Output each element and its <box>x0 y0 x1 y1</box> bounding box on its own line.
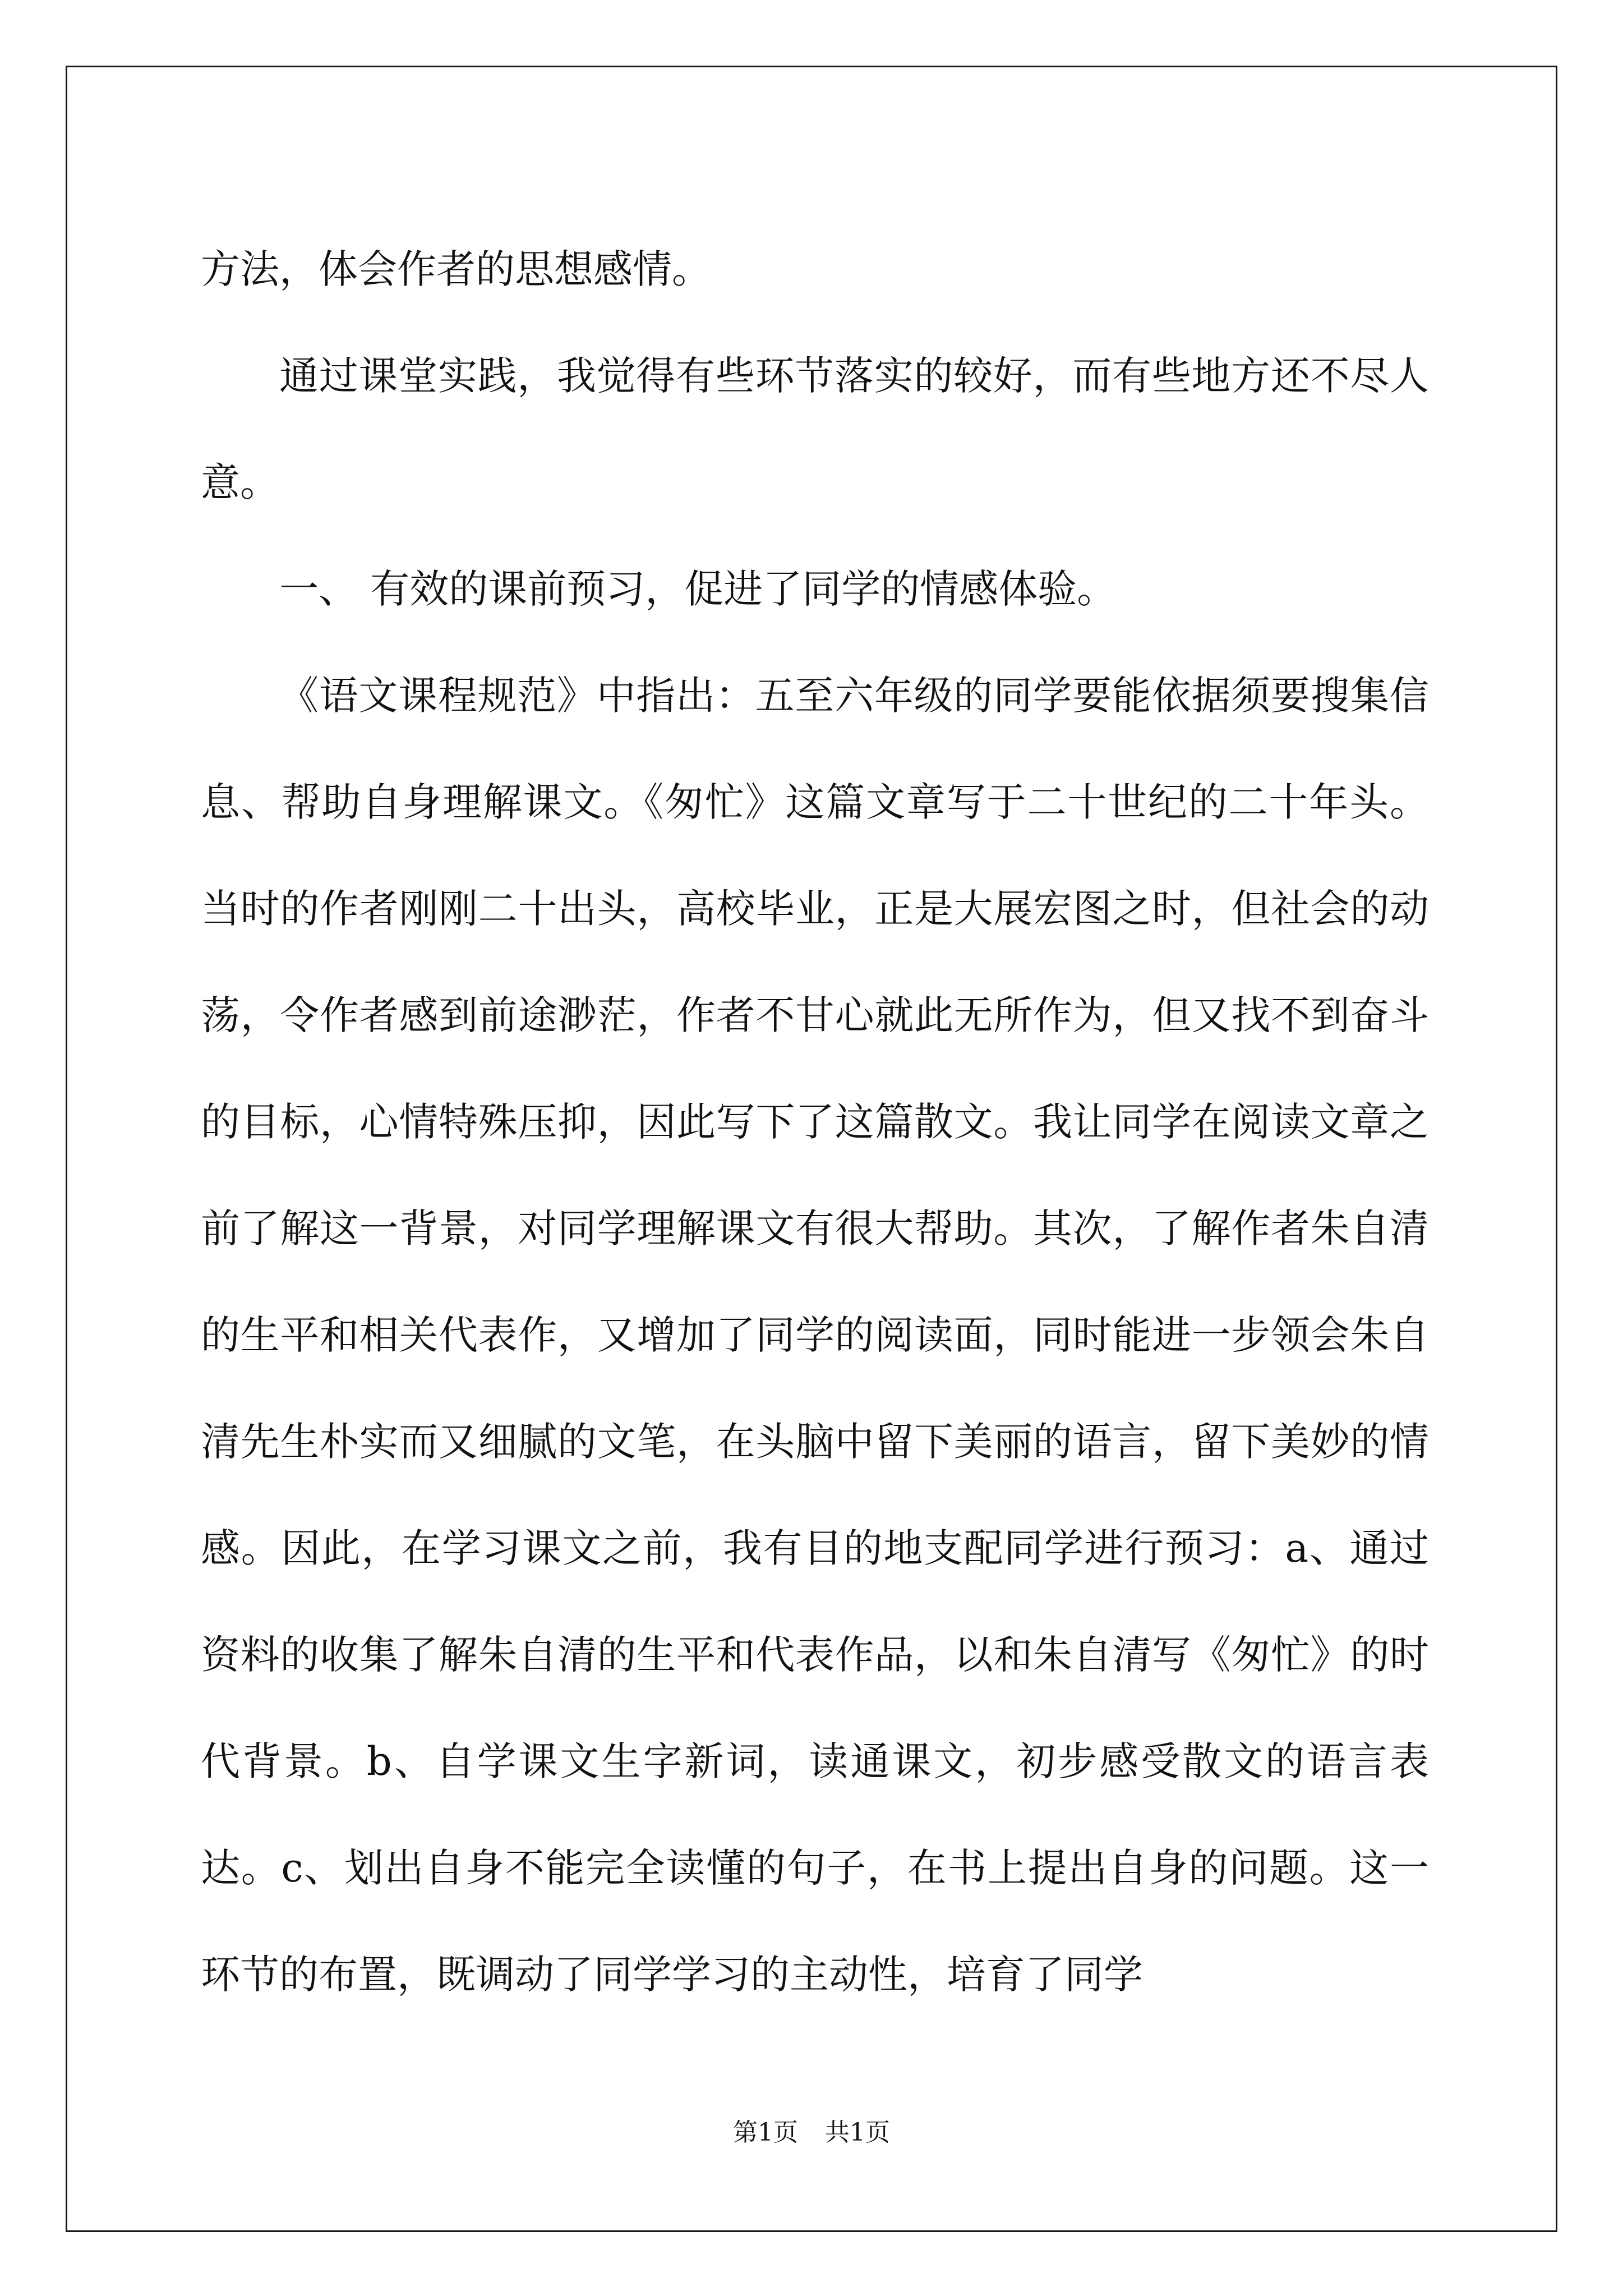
paragraph-1: 方法，体会作者的思想感情。 <box>201 246 711 292</box>
document-body <box>201 216 1429 2028</box>
page-total: 共1页 <box>825 2118 890 2147</box>
page-number: 第1页 <box>733 2118 798 2147</box>
paragraph-3: 《语文课程规范》中指出：五至六年级的同学要能依据须要搜集信息、帮助自身理解课文。《匆忙》这篇文章写于二十世纪的二十年头。当时的作者刚刚二十出头，高校毕业，正是大展宏图之时，但社会的动荡，令作者感到前途渺茫，作者不甘心就此无所作为，但又找不到奋斗的目标，心情特殊压抑，因此写下了这篇散文。我让同学在阅读文章之前了解这一背景，对同学理解课文有很大帮助。其次，了解作者朱自清的生平和相关代表作，又增加了同学的阅读面，同时能进一步领会朱自清先生朴实而又细腻的文笔，在头脑中留下美丽的语言，留下美妙的情感。因此，在学习课文之前，我有目的地支配同学进行预习：a、通过资料的收集了解朱自清的生平和代表作品，以和朱自清写《匆忙》的时代背景。b、自学课文生字新词，读通课文，初步感受散文的语言表达。c、划出自身不能完全读懂的句子，在书上提出自身的问题。这一环节的布置，既调动了同学学习的主动性，培育了同学 <box>201 673 1429 1998</box>
page-footer <box>0 2116 1623 2150</box>
section-heading-1: 一、 有效的课前预习，促进了同学的情感体验。 <box>279 566 1117 612</box>
paragraph-2: 通过课堂实践，我觉得有些环节落实的较好，而有些地方还不尽人意。 <box>201 353 1429 505</box>
